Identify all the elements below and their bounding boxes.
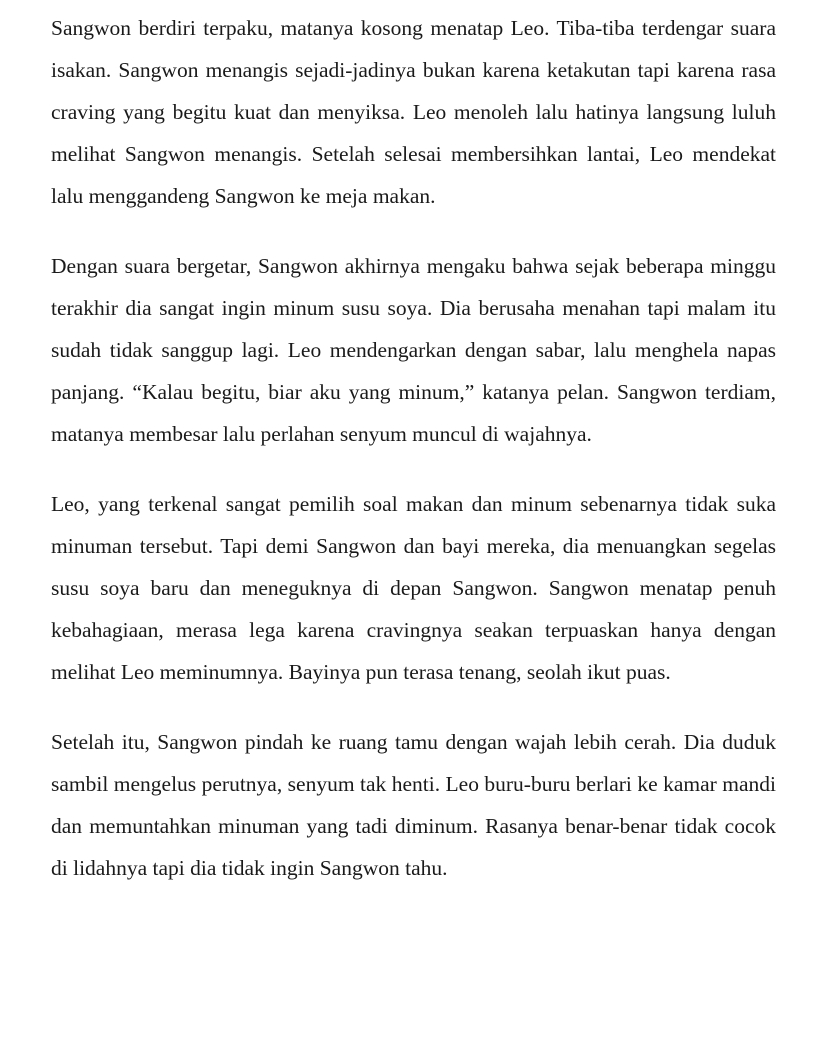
paragraph-4: Setelah itu, Sangwon pindah ke ruang tamu dengan wajah lebih cerah. Dia duduk sambil mengelus perutnya, senyum tak henti. Leo buru-buru berlari ke kamar mandi dan memuntahkan minuman yang tadi diminum. Rasanya benar-benar tidak cocok di lidahnya tapi dia tidak ingin Sangwon tahu. xyxy=(51,730,776,880)
paragraph-3: Leo, yang terkenal sangat pemilih soal makan dan minum sebenarnya tidak suka minuman tersebut. Tapi demi Sangwon dan bayi mereka, dia menuangkan segelas susu soya baru dan meneguknya di depan Sangwon. Sangwon menatap penuh kebahagiaan, merasa lega karena cravingnya seakan terpuaskan hanya dengan melihat Leo meminumnya. Bayinya pun terasa tenang, seolah ikut puas. xyxy=(51,492,776,684)
paragraph-1: Sangwon berdiri terpaku, matanya kosong menatap Leo. Tiba-tiba terdengar suara isakan. Sangwon menangis sejadi-jadinya bukan karena ketakutan tapi karena rasa craving yang begitu kuat dan menyiksa. Leo menoleh lalu hatinya langsung luluh melihat Sangwon menangis. Setelah selesai membersihkan lantai, Leo mendekat lalu menggandeng Sangwon ke meja makan. xyxy=(51,16,776,208)
paragraph-2: Dengan suara bergetar, Sangwon akhirnya mengaku bahwa sejak beberapa minggu terakhir dia sangat ingin minum susu soya. Dia berusaha menahan tapi malam itu sudah tidak sanggup lagi. Leo mendengarkan dengan sabar, lalu menghela napas panjang. “Kalau begitu, biar aku yang minum,” katanya pelan. Sangwon terdiam, matanya membesar lalu perlahan senyum muncul di wajahnya. xyxy=(51,254,776,446)
